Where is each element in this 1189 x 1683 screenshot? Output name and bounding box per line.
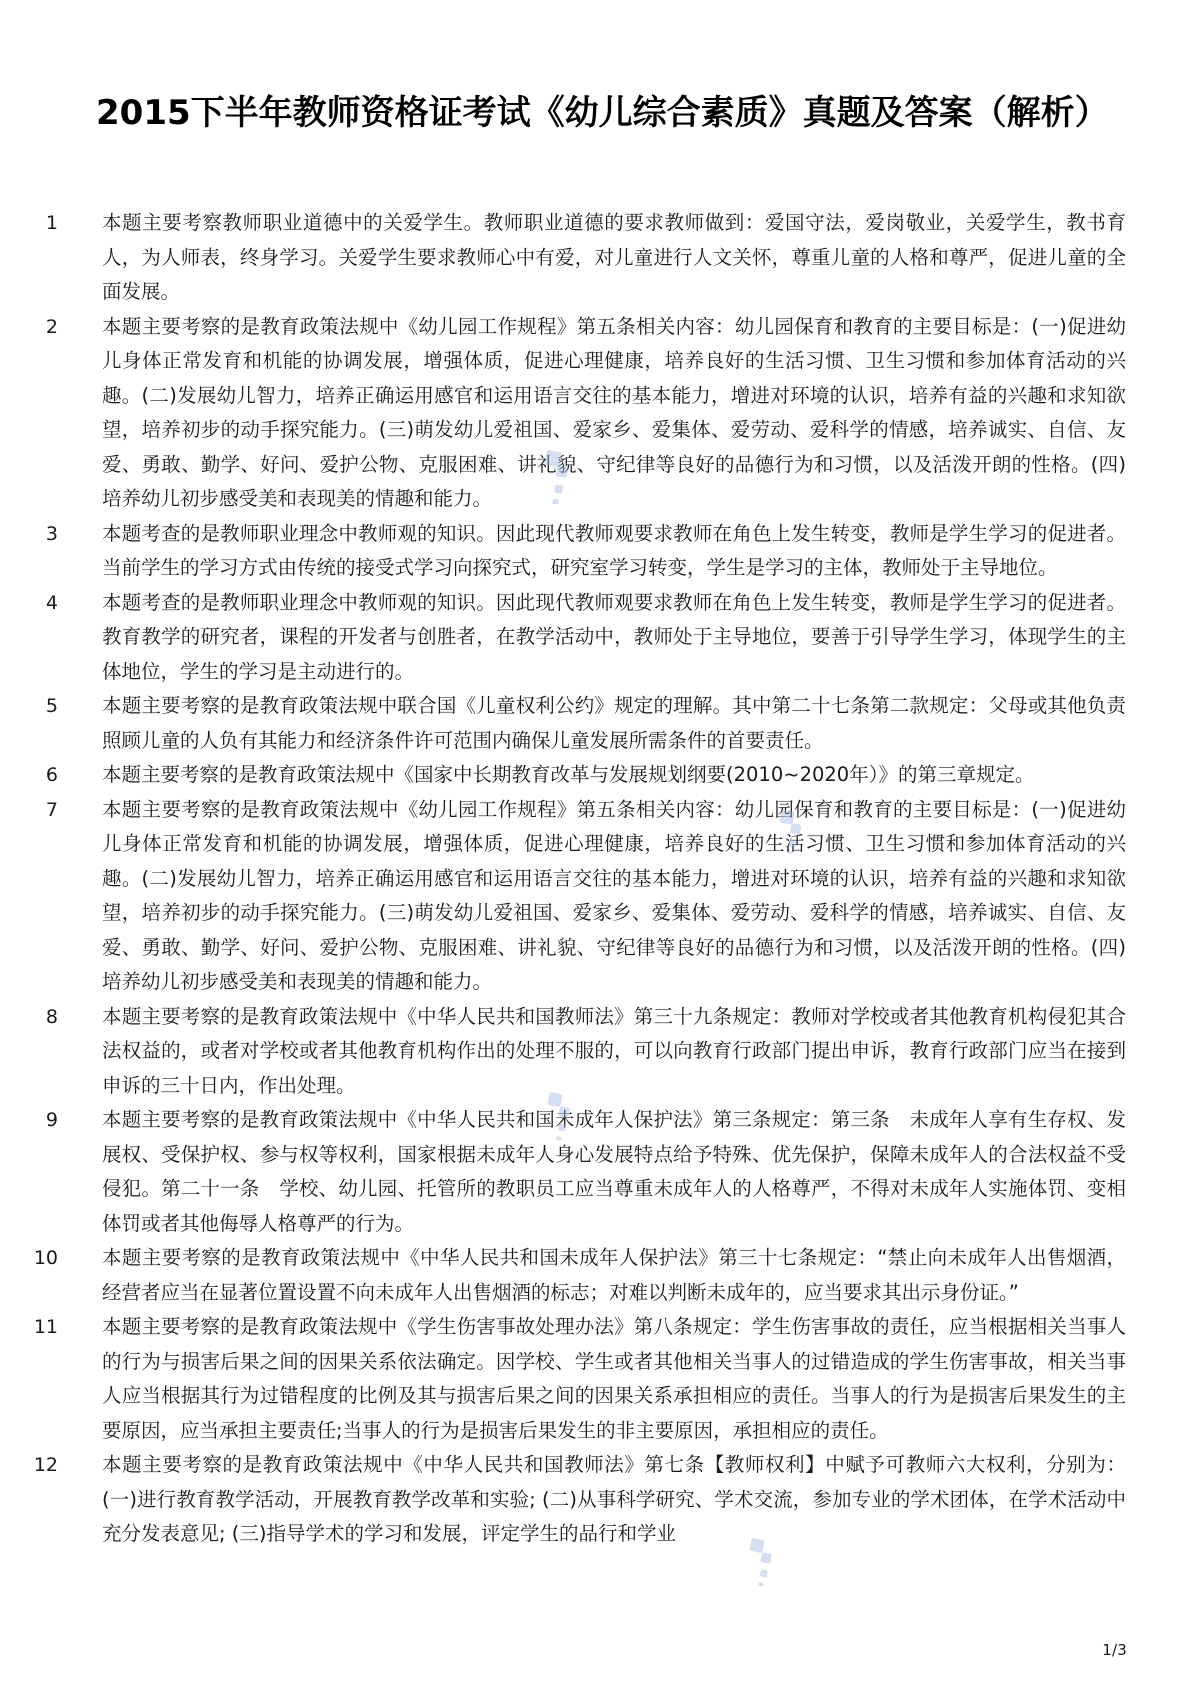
page-number: 1/3 [1102, 1641, 1127, 1659]
answer-item [0, 793, 1189, 1000]
answer-item [0, 758, 1189, 793]
answer-item-text: 本题主要考察的是教育政策法规中《学生伤害事故处理办法》第八条规定：学生伤害事故的责任，应当根据相关当事人的行为与损害后果之间的因果关系依法确定。因学校、学生或者其他相关当事人的过错造成的学生伤害事故，相关当事人应当根据其行为过错程度的比例及其与损害后果之间的因果关系承担相应的责任。当事人的行为是损害后果发生的主要原因，应当承担主要责任;当事人的行为是损害后果发生的非主要原因，承担相应的责任。 [102, 1315, 1126, 1442]
answer-item [0, 1310, 1189, 1448]
answer-item-text: 本题主要考察教师职业道德中的关爱学生。教师职业道德的要求教师做到：爱国守法，爱岗敬业，关爱学生，教书育人，为人师表，终身学习。关爱学生要求教师心中有爱，对儿童进行人文关怀，尊重儿童的人格和尊严，促进儿童的全面发展。 [102, 211, 1126, 303]
answer-item [0, 1448, 1189, 1552]
answer-item-number: 8 [45, 1005, 58, 1028]
answer-item-number: 9 [45, 1109, 58, 1131]
answer-item [0, 206, 1189, 310]
answer-item [0, 689, 1189, 758]
answer-item-number: 6 [45, 764, 58, 786]
answer-item [0, 517, 1189, 586]
answer-item-number: 10 [33, 1247, 58, 1269]
answer-item-number: 2 [45, 315, 58, 338]
answer-item [0, 586, 1189, 690]
answer-item-text: 本题主要考察的是教育政策法规中《中华人民共和国未成年人保护法》第三条规定：第三条 未成年人享有生存权、发展权、受保护权、参与权等权利，国家根据未成年人身心发展特点给予特殊、优先保护，保障未成年人的合法权益不受侵犯。第二十一条 学校、幼儿园、托管所的教职员工应当尊重未成年人的人格尊严，不得对未成年人实施体罚、变相体罚或者其他侮辱人格尊严的行为。 [102, 1108, 1126, 1235]
answer-item-text: 本题主要考察的是教育政策法规中《中华人民共和国未成年人保护法》第三十七条规定：“禁止向未成年人出售烟酒，经营者应当在显著位置设置不向未成年人出售烟酒的标志；对难以判断未成年的，应当要求其出示身份证。” [102, 1246, 1126, 1304]
answer-item-number: 3 [45, 522, 58, 545]
answer-item-number: 12 [33, 1454, 58, 1476]
answer-item-number: 4 [45, 591, 58, 614]
answer-item [0, 1103, 1189, 1241]
answer-item-text: 本题主要考察的是教育政策法规中《幼儿园工作规程》第五条相关内容：幼儿园保育和教育的主要目标是：(一)促进幼儿身体正常发育和机能的协调发展，增强体质，促进心理健康，培养良好的生活习惯、卫生习惯和参加体育活动的兴趣。(二)发展幼儿智力，培养正确运用感官和运用语言交往的基本能力，增进对环境的认识，培养有益的兴趣和求知欲望，培养初步的动手探究能力。(三)萌发幼儿爱祖国、爱家乡、爱集体、爱劳动、爱科学的情感，培养诚实、自信、友爱、勇敢、勤学、好问、爱护公物、克服困难、讲礼貌、守纪律等良好的品德行为和习惯，以及活泼开朗的性格。(四)培养幼儿初步感受美和表现美的情趣和能力。 [102, 797, 1126, 993]
answer-item-text: 本题主要考察的是教育政策法规中《中华人民共和国教师法》第七条【教师权利】中赋予可教师六大权利，分别为：(一)进行教育教学活动，开展教育教学改革和实验; (二)从事科学研究、学术交流，参加专业的学术团体，在学术活动中充分发表意见; (三)指导学术的学习和发展，评定学生的品行和学业 [102, 1453, 1126, 1545]
answer-item-number: 7 [45, 798, 58, 821]
answer-item-number: 1 [45, 212, 58, 234]
answer-item-text: 本题主要考察的是教育政策法规中《国家中长期教育改革与发展规划纲要(2010~2020年）》的第三章规定。 [102, 763, 1035, 786]
answer-item-text: 本题主要考察的是教育政策法规中《中华人民共和国教师法》第三十九条规定：教师对学校或者其他教育机构侵犯其合法权益的，或者对学校或者其他教育机构作出的处理不服的，可以向教育行政部门提出申诉，教育行政部门应当在接到申诉的三十日内，作出处理。 [102, 1004, 1126, 1097]
answer-item-number: 5 [45, 695, 58, 717]
answer-item-text: 本题考查的是教师职业理念中教师观的知识。因此现代教师观要求教师在角色上发生转变，教师是学生学习的促进者。当前学生的学习方式由传统的接受式学习向探究式，研究室学习转变，学生是学习的主体，教师处于主导地位。 [102, 521, 1126, 579]
answer-item-text: 本题主要考察的是教育政策法规中《幼儿园工作规程》第五条相关内容：幼儿园保育和教育的主要目标是：(一)促进幼儿身体正常发育和机能的协调发展，增强体质，促进心理健康，培养良好的生活习惯、卫生习惯和参加体育活动的兴趣。(二)发展幼儿智力，培养正确运用感官和运用语言交往的基本能力，增进对环境的认识，培养有益的兴趣和求知欲望，培养初步的动手探究能力。(三)萌发幼儿爱祖国、爱家乡、爱集体、爱劳动、爱科学的情感，培养诚实、自信、友爱、勇敢、勤学、好问、爱护公物、克服困难、讲礼貌、守纪律等良好的品德行为和习惯，以及活泼开朗的性格。(四)培养幼儿初步感受美和表现美的情趣和能力。 [102, 314, 1126, 510]
answer-item [0, 1000, 1189, 1104]
answer-item-number: 11 [33, 1316, 58, 1338]
answer-item-text: 本题考查的是教师职业理念中教师观的知识。因此现代教师观要求教师在角色上发生转变，教师是学生学习的促进者。教育教学的研究者，课程的开发者与创胜者，在教学活动中，教师处于主导地位，要善于引导学生学习，体现学生的主体地位，学生的学习是主动进行的。 [102, 590, 1126, 683]
answer-item [0, 310, 1189, 517]
answer-explanation-list [0, 206, 1189, 1552]
answer-item-text: 本题主要考察的是教育政策法规中联合国《儿童权利公约》规定的理解。其中第二十七条第二款规定：父母或其他负责照顾儿童的人负有其能力和经济条件许可范围内确保儿童发展所需条件的首要责任。 [102, 694, 1126, 752]
answer-item [0, 1241, 1189, 1310]
page-title: 2015下半年教师资格证考试《幼儿综合素质》真题及答案（解析） [96, 92, 1109, 133]
